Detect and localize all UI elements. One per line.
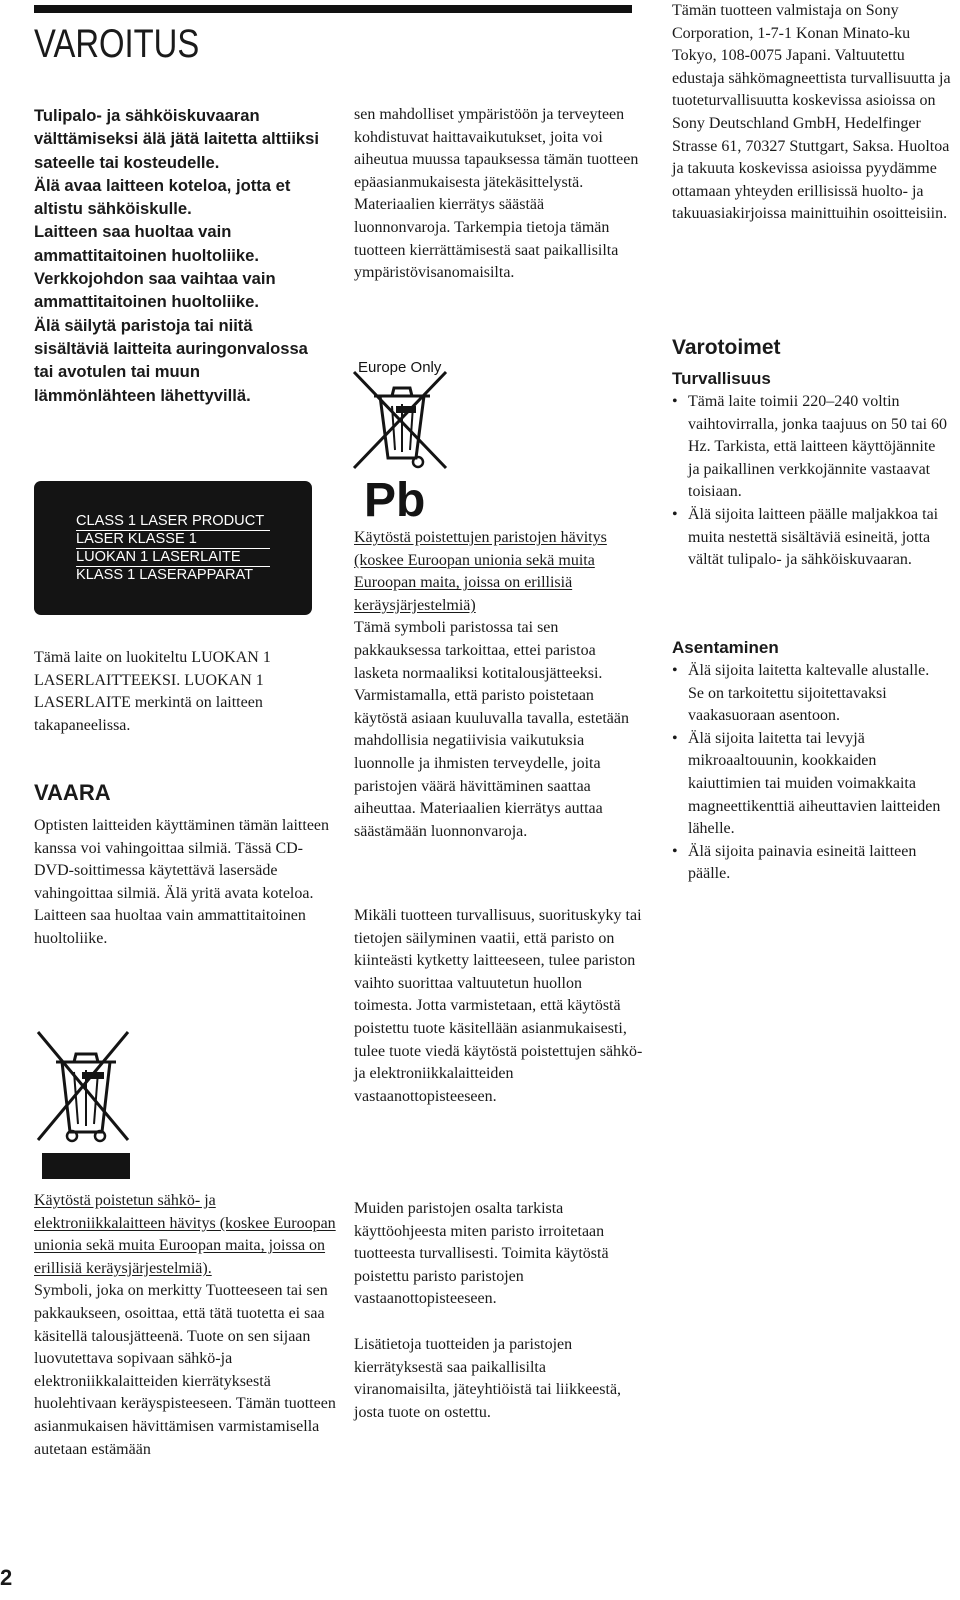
laser-class-text: Tämä laite on luokiteltu LUOKAN 1 LASERLAITTEEKSI. LUOKAN 1 LASERLAITE merkintä on laitteen takapaneelissa. xyxy=(34,649,271,734)
recycling-info-text: Lisätietoja tuotteiden ja paristojen kierrätyksestä saa paikallisilta viranomaisilta, jäteyhtiöistä tai liikkeestä, josta tuote on ostettu. xyxy=(354,1336,622,1421)
safety-subheading: Turvallisuus xyxy=(672,369,771,388)
installation-list xyxy=(672,660,948,886)
list-item: • Älä sijoita laitetta tai levyjä mikroaaltouunin, kookkaiden kaiuttimien tai muiden voimakkaita magneettikenttiä aiheuttavien laitteiden lähelle. xyxy=(672,728,948,841)
crossed-battery-bin-icon xyxy=(352,352,462,524)
disposal-heading: Käytöstä poistetun sähkö- ja elektroniikkalaitteen hävitys (koskee Euroopan unionia sekä muita Euroopan maita, joissa on erillisiä keräysjärjestelmiä). xyxy=(34,1192,336,1277)
bin-underline-bar xyxy=(42,1153,130,1179)
battery-section xyxy=(354,527,644,843)
warning-text: Tulipalo- ja sähköiskuvaaran välttämiseksi älä jätä laitetta alttiiksi sateelle tai kosteudelle. Älä avaa laitteen koteloa, jotta et altistu sähköiskulle. Laitteen saa huoltaa vain ammattitaitoinen huoltoliike. Verkkojohdon saa vaihtaa vain ammattitaitoinen huoltoliike. Älä säilytä paristoja tai niitä sisältäviä laitteita auringonvalossa tai avotulen tai muun lämmönlähteen lähettyvillä. xyxy=(34,106,320,405)
recycling-text: sen mahdolliset ympäristöön ja terveyteen kohdistuvat haittavaikutukset, joita voi aiheutua muussa tapauksessa tämän tuotteen epäasianmukaisesta jätekäsittelystä. Materiaalien kierrätys säästää luonnonvaroja. Tarkempia tietoja tämän tuotteen kierrättämisestä saat paikallisilta ympäristövisanomaisilta. xyxy=(354,106,639,282)
europe-only-label: Europe Only xyxy=(358,359,442,376)
laser-label-line: LASER KLASSE 1 xyxy=(76,531,270,549)
disposal-section xyxy=(34,1190,339,1461)
laser-label-line: KLASS 1 LASERAPPARAT xyxy=(76,567,254,583)
header-rule xyxy=(34,5,632,13)
safety-list xyxy=(672,391,948,572)
vaara-heading: VAARA xyxy=(34,780,111,805)
battery-text: Tämä symboli paristossa tai sen pakkauksessa tarkoittaa, ettei paristoa lasketa normaaliksi kotitalousjätteeksi. Varmistamalla, että paristo poistetaan käytöstä asiaan kuuluvalla tavalla, estetään mahdollisia negatiivisia vaikutuksia luonnolle ja ihmisten terveydelle, joita paristojen väärä hävittäminen saattaa aiheuttaa. Materiaalien kierrätys auttaa säästämään luonnonvaroja. xyxy=(354,619,629,840)
installation-subheading: Asentaminen xyxy=(672,638,779,657)
page-number: 2 xyxy=(0,1565,13,1590)
list-item: • Älä sijoita painavia esineitä laitteen päälle. xyxy=(672,841,948,886)
list-item: • Älä sijoita laitteen päälle maljakkoa tai muita nestettä sisältäviä esineitä, jotta vältät tulipalo- ja sähköiskuvaaran. xyxy=(672,504,948,572)
pb-label: Pb xyxy=(364,474,426,524)
list-item: • Tämä laite toimii 220–240 voltin vaihtovirralla, jonka taajuus on 50 tai 60 Hz. Tarkista, että laitteen käyttöjännite ja paikallinen verkkojännite vastaavat toisiaan. xyxy=(672,391,948,504)
laser-label-line: LUOKAN 1 LASERLAITE xyxy=(76,549,270,567)
vaara-text: Optisten laitteiden käyttäminen tämän laitteen kanssa voi vahingoittaa silmiä. Tässä CD-DVD-soittimessa käytettävä lasersäde vahingoittaa silmiä. Älä yritä avata koteloa. Laitteen saa huoltaa vain ammattitaitoinen huoltoliike. xyxy=(34,817,330,947)
page-title: VAROITUS xyxy=(34,22,200,66)
precautions-heading: Varotoimet xyxy=(672,336,781,359)
list-item: • Älä sijoita laitetta kaltevalle alustalle. Se on tarkoitettu sijoitettavaksi vaakasuoraan asentoon. xyxy=(672,660,948,728)
laser-label-line: CLASS 1 LASER PRODUCT xyxy=(76,513,270,531)
battery-replace-text: Mikäli tuotteen turvallisuus, suorituskyky tai tietojen säilyminen vaatii, että paristo on kiinteästi kytketty laitteeseen, tulee pariston vaihto suorittaa valtuutetun huollon toimesta. Jotta varmistetaan, että käytöstä poistettu tuote käsitellään asianmukaisesti, tulee tuote viedä käytöstä poistettujen sähkö- ja elektroniikkalaitteiden vastaanottopisteeseen. xyxy=(354,907,643,1105)
laser-class-label xyxy=(34,481,312,615)
battery-heading: Käytöstä poistettujen paristojen hävitys (koskee Euroopan unionia sekä muita Euroopan maita, joissa on erillisiä keräysjärjestelmiä) xyxy=(354,529,607,614)
manufacturer-text: Tämän tuotteen valmistaja on Sony Corporation, 1-7-1 Konan Minato-ku Tokyo, 108-0075 Japani. Valtuutettu edustaja sähkömagneettista turvallisuutta ja tuoteturvallisuutta koskevissa asioissa on Sony Deutschland GmbH, Hedelfinger Strasse 61, 70327 Stuttgart, Saksa. Huoltoa ja takuuta koskevissa asioissa pyydämme ottamaan yhteyden erillisissä huolto- ja takuuasiakirjoissa mainittuihin osoitteisiin. xyxy=(672,2,951,223)
disposal-text: Symboli, joka on merkitty Tuotteeseen tai sen pakkaukseen, osoittaa, että tätä tuotetta ei saa käsitellä talousjätteenä. Tuote on sen sijaan luovutettava sopivaan sähkö-ja elektroniikkalaitteiden kierrätyksestä huolehtivaan keräyspisteeseen. Tämän tuotteen asianmukaisen hävittämisen varmistamisella autetaan estämään xyxy=(34,1282,336,1458)
crossed-bin-icon xyxy=(34,1028,134,1152)
battery-remove-text: Muiden paristojen osalta tarkista käyttöohjeesta miten paristo irroitetaan tuotteesta turvallisesti. Toimita käytöstä poistettu paristo paristojen vastaanottopisteeseen. xyxy=(354,1200,609,1308)
